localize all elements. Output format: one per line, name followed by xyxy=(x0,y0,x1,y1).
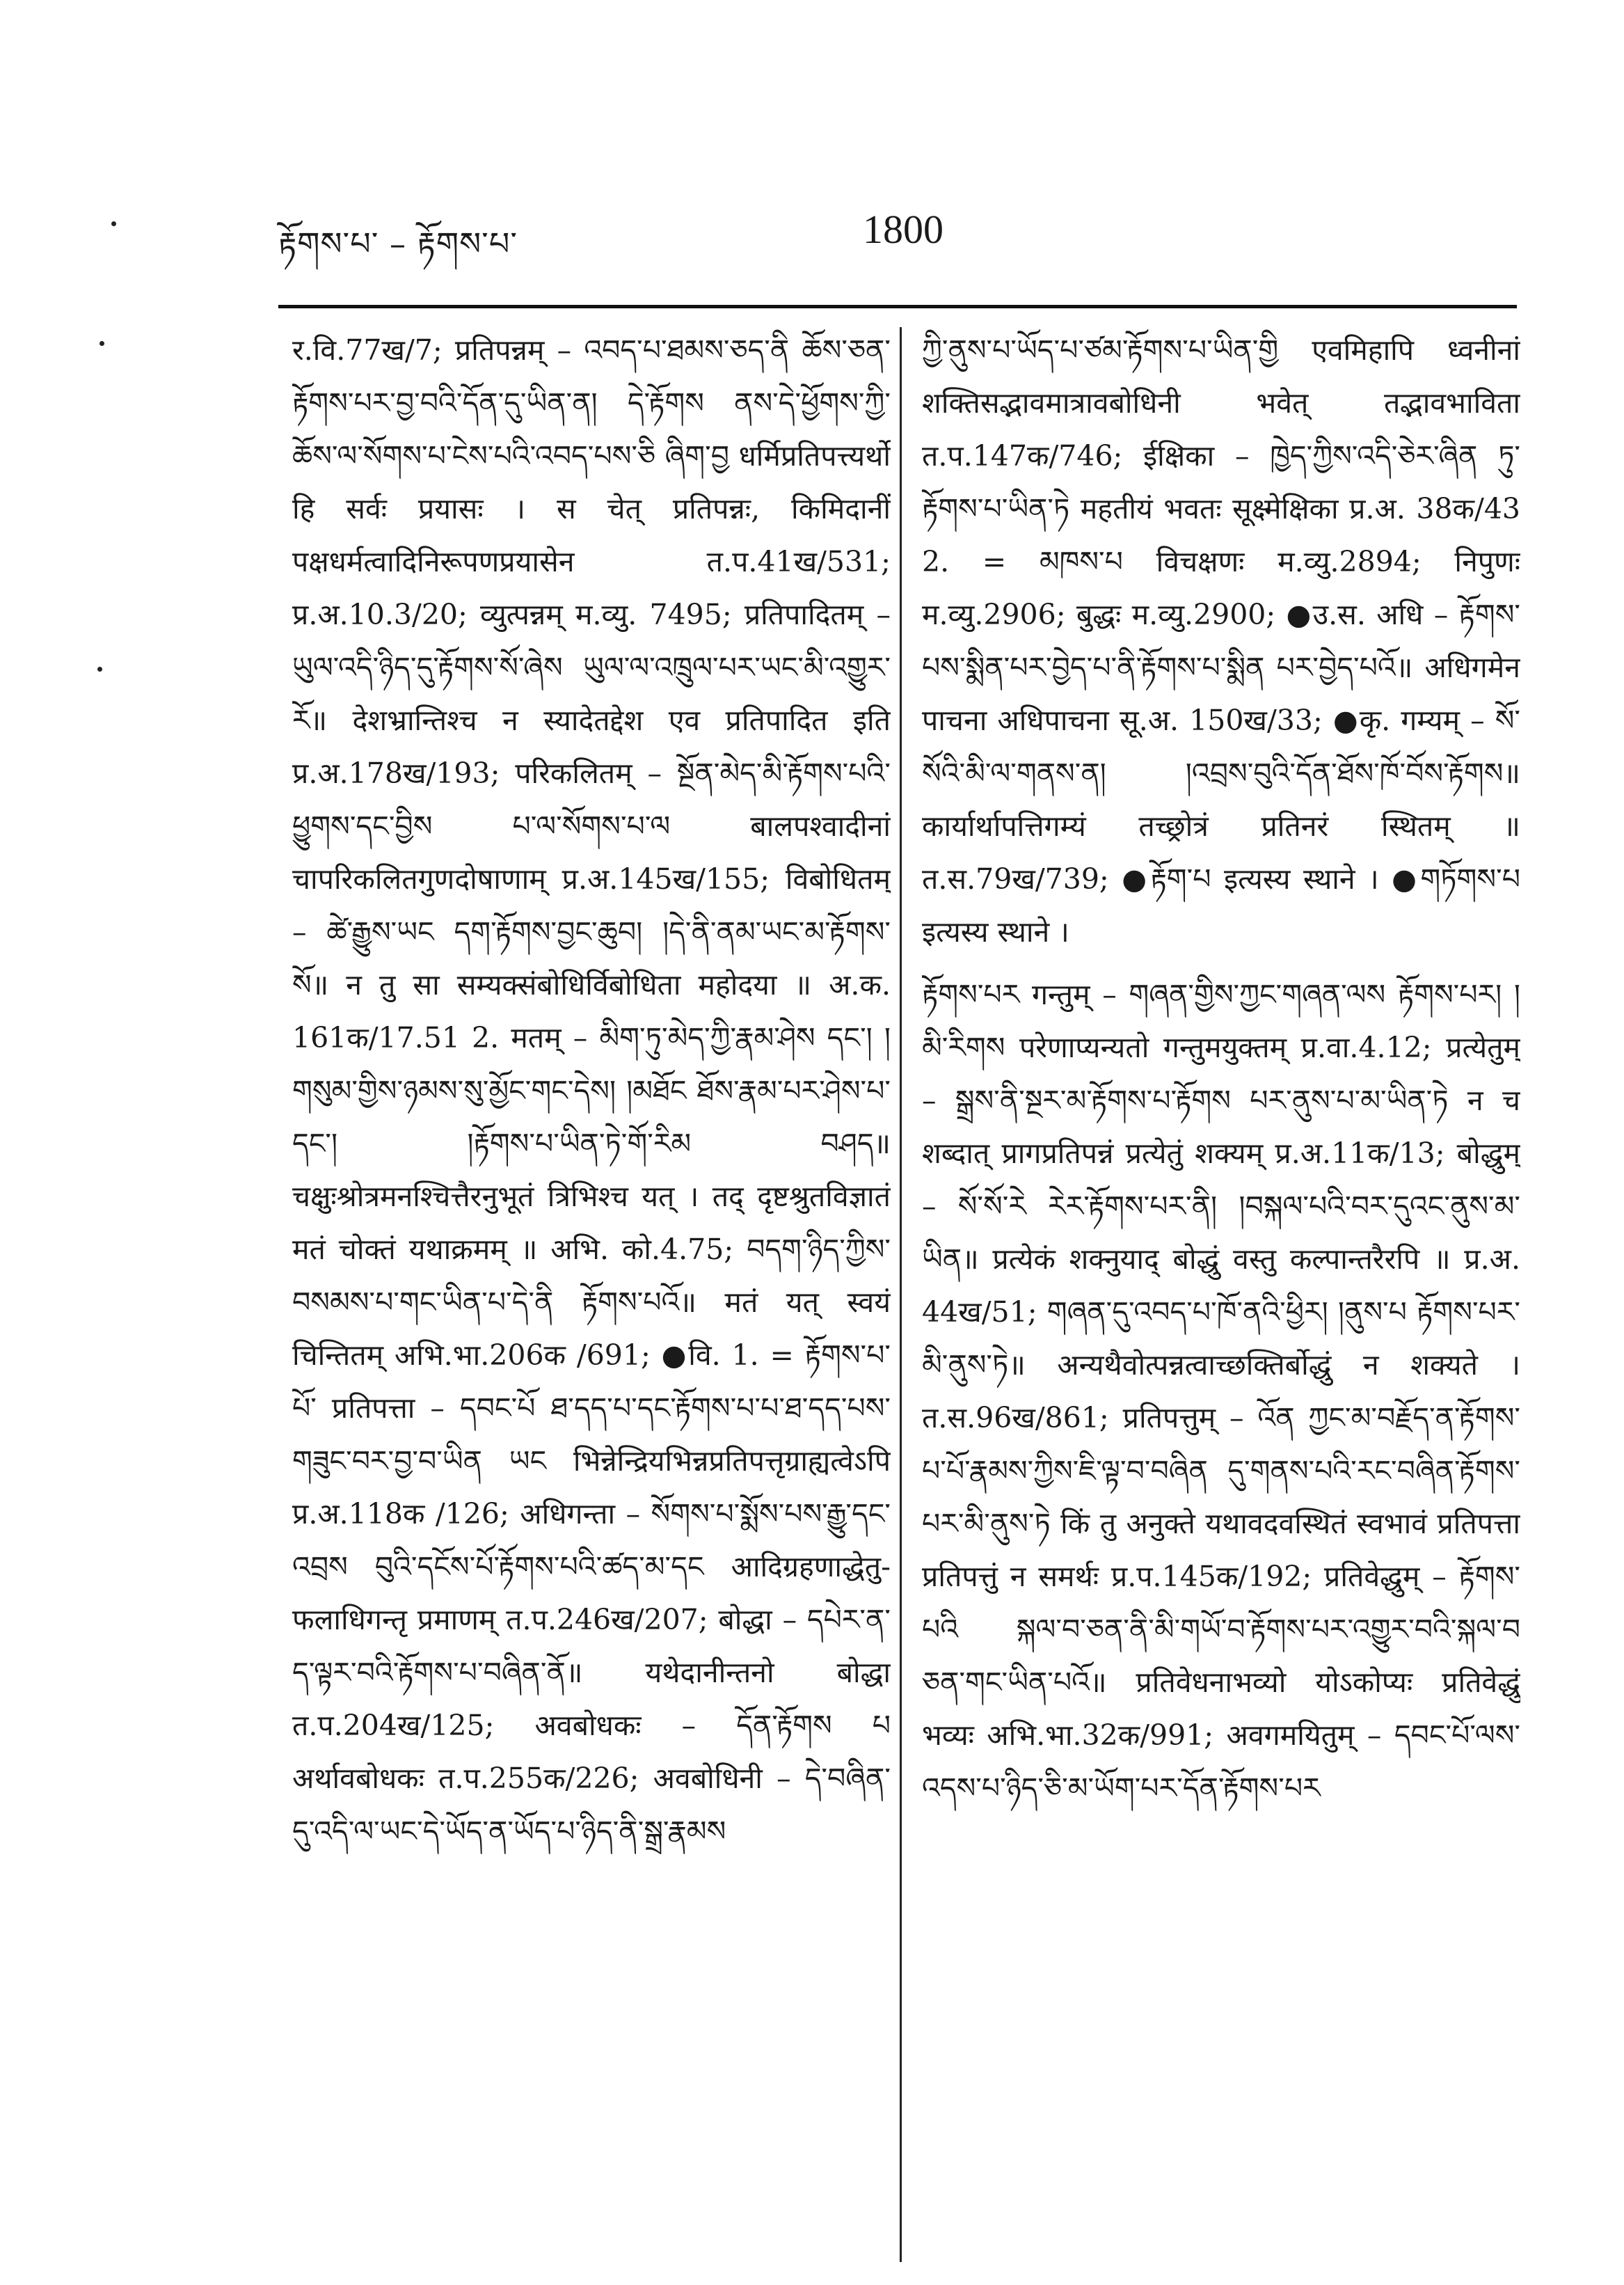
page-number: 1800 xyxy=(863,207,944,252)
dictionary-entry-text: र.वि.77ख/7; प्रतिपन्नम् – འབད་པ་ཐམས་ཅད་ནི ཆོས་ཅན་རྟོགས་པར་བྱ་བའི་དོན་དུ་ཡིན་ན། དེ་རྟོགས ནས་དེ་ཕྱོགས་ཀྱི་ཆོས་ལ་སོགས་པ་ངེས་པའི་འབད་པས་ཅི ཞིག་བྱ धर्मिप्रतिपत्त्यर्थो हि सर्वः प्रयासः । स चेत् प्रतिपन्नः, किमिदानीं पक्षधर्मत्वादिनिरूपणप्रयासेन त.प.41ख/531; प्र.अ.10.3/20; व्युत्पन्नम् म.व्यु. 7495; प्रतिपादितम् – ཡུལ་འདི་ཉིད་དུ་རྟོགས་སོ་ཞེས ཡུལ་ལ་འཁྲུལ་པར་ཡང་མི་འགྱུར་རོ॥ देशभ्रान्तिश्च न स्यादेतद्देश एव प्रतिपादित इति प्र.अ.178ख/193; परिकलितम् – སྔོན་མེད་མི་རྟོགས་པའི་ཕྱུགས་དང་བྱིས པ་ལ་སོགས་པ་ལ बालपश्वादीनां चापरिकलितगुणदोषाणाम् प्र.अ.145ख/155; विबोधितम् – ཚེ་རྒྱུས་ཡང དག་རྟོགས་བྱང་ཆུབ། །དེ་ནི་ནམ་ཡང་མ་རྟོགས་སོ॥ न तु सा सम्यक्संबोधिर्विबोधिता महोदया ॥ अ.क. 161क/17.51 2. मतम् – མིག་ཏུ་མེད་ཀྱི་རྣམ་ཤེས དང་། །གསུམ་གྱིས་ཉམས་སུ་མྱོང་གང་དེས། །མཐོང ཐོས་རྣམ་པར་ཤེས་པ་དང་། །རྟོགས་པ་ཡིན་ཏེ་གོ་རིམ བཤད॥ चक्षुःश्रोत्रमनश्चित्तैरनुभूतं त्रिभिश्च यत् । तद् दृष्टश्रुतविज्ञातं मतं चोक्तं यथाक्रमम् ॥ अभि. को.4.75; བདག་ཉིད་ཀྱིས་བསམས་པ་གང་ཡིན་པ་དེ་ནི རྟོགས་པའོ॥ मतं यत् स्वयं चिन्तितम् अभि.भा.206क /691; ●वि. 1. = རྟོགས་པ་པོ་ प्रतिपत्ता – དབང་པོ ཐ་དད་པ་དང་རྟོགས་པ་པ་ཐ་དད་པས་གཟུང་བར་བྱ་བ་ཡིན ཡང भिन्नेन्द्रियभिन्नप्रतिपत्तृग्राह्यत्वेऽपि प्र.अ.118क /126; अधिगन्ता – སོགས་པ་སྨོས་པས་རྒྱུ་དང་འབྲས བུའི་དངོས་པོ་རྟོགས་པའི་ཚད་མ་དང आदिग्रहणाद्धेतु-फलाधिगन्तृ प्रमाणम् त.प.246ख/207; बोद्धा – དཔེར་ན་ད་ལྟར་བའི་རྟོགས་པ་བཞིན་ནོ॥ यथेदानीन्तनो बोद्धा त.प.204ख/125; अवबोधकः – དོན་རྟོགས པ अर्थावबोधकः त.प.255क/226; अवबोधिनी – དེ་བཞིན་དུ་འདི་ལ་ཡང་དེ་ཡོད་ན་ཡོད་པ་ཉིད་ནི་སྒྲ་རྣམས xyxy=(292,333,891,1848)
scan-speck xyxy=(99,341,104,346)
left-column xyxy=(292,324,891,2266)
scan-speck xyxy=(97,667,102,672)
column-divider xyxy=(900,327,902,2262)
running-head: རྟོགས་པ་ – རྟོགས་པ་ xyxy=(278,225,518,262)
scan-speck xyxy=(111,221,116,226)
right-column xyxy=(922,324,1520,2266)
header-rule xyxy=(278,305,1517,308)
dictionary-entry-text: རྟོགས་པར गन्तुम् – གཞན་གྱིས་ཀྱང་གཞན་ལས རྟོགས་པར། །མི་རིགས परेणाप्यन्यतो गन्तुमयुक्तम् प्र.वा.4.12; प्रत्येतुम् – སྒྲས་ནི་སྔར་མ་རྟོགས་པ་རྟོགས པར་ནུས་པ་མ་ཡིན་ཏེ न च शब्दात् प्रागप्रतिपन्नं प्रत्येतुं शक्यम् प्र.अ.11क/13; बोद्धुम् – སོ་སོ་རེ རེར་རྟོགས་པར་ནི། །བསྐལ་པའི་བར་དུའང་ནུས་མ་ཡིན॥ प्रत्येकं शक्नुयाद् बोद्धुं वस्तु कल्पान्तरैरपि ॥ प्र.अ. 44ख/51; གཞན་དུ་འབད་པ་ཁོ་ནའི་ཕྱིར། །ནུས་པ རྟོགས་པར་མི་ནུས་ཏེ॥ अन्यथैवोत्पन्नत्वाच्छक्तिर्बोद्धुं न शक्यते । त.स.96ख/861; प्रतिपत्तुम् – འོན ཀྱང་མ་བརྗོད་ན་རྟོགས་པ་པོ་རྣམས་ཀྱིས་ཇི་ལྟ་བ་བཞིན དུ་གནས་པའི་རང་བཞིན་རྟོགས་པར་མི་ནུས་ཏེ किं तु अनुक्ते यथावदवस्थितं स्वभावं प्रतिपत्ता प्रतिपत्तुं न समर्थः प्र.प.145क/192; प्रतिवेद्धुम् – རྟོགས་པའི སྐལ་བ་ཅན་ནི་མི་གཡོ་བ་རྟོགས་པར་འགྱུར་བའི་སྐལ་བ ཅན་གང་ཡིན་པའོ॥ प्रतिवेधनाभव्यो योऽकोप्यः प्रतिवेद्धुं भव्यः अभि.भा.32क/991; अवगमयितुम् – དབང་པོ་ལས་འདས་པ་ཉིད་ཅི་མ་ཡོག་པར་དོན་རྟོགས་པར xyxy=(922,978,1520,1805)
dictionary-entry-text: ཀྱི་ནུས་པ་ཡོད་པ་ཙམ་རྟོགས་པ་ཡིན་གྱི एवमिहापि ध्वनीनां शक्तिसद्भावमात्रावबोधिनी भवेत् तद्भावभाविता त.प.147क/746; ईक्षिका – ཁྱེད་ཀྱིས་འདི་ཅེར་ཞིན ཏུ་རྟོགས་པ་ཡིན་ཏེ महतीयं भवतः सूक्ष्मेक्षिका प्र.अ. 38क/43 2. = མཁས་པ विचक्षणः म.व्यु.2894; निपुणः म.व्यु.2906; बुद्धः म.व्यु.2900; ●उ.स. अधि – རྟོགས་པས་སྨིན་པར་བྱེད་པ་ནི་རྟོགས་པ་སྨིན པར་བྱེད་པའོ॥ अधिगमेन पाचना अधिपाचना सू.अ. 150ख/33; ●कृ. गम्यम् – སོ་སོའི་མི་ལ་གནས་ན། །འབྲས་བུའི་དོན་ཐོས་ཁོ་བོས་རྟོགས॥ कार्यार्थापत्तिगम्यं तच्छ्रोत्रं प्रतिनरं स्थितम् ॥ त.स.79ख/739; ●རྟོག་པ इत्यस्य स्थाने । ●གཏོགས་པ इत्यस्य स्थाने । xyxy=(922,333,1520,949)
